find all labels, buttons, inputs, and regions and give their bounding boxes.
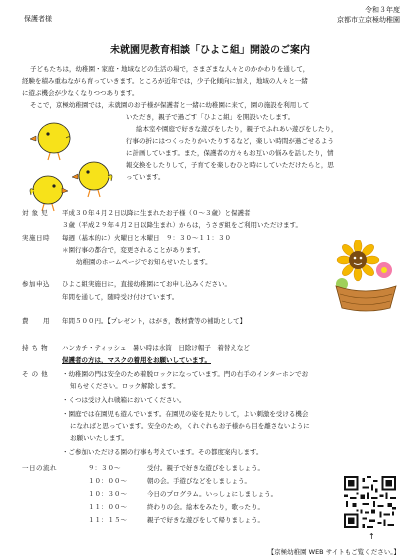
intro-line: 子どもたちは，幼稚園・家庭・地域などの生活の場で，さまざまな人々とのかかわりを通して， <box>30 65 310 73</box>
qr-code-icon[interactable] <box>344 476 396 528</box>
apply-line: 年間を通して，随時受け付けています。 <box>62 293 179 301</box>
intro-line: 行事の折にはつくったりかいたりするなど，楽しい時間が過ごせるよう <box>126 137 334 145</box>
chick-icon <box>30 176 68 211</box>
other-line: になればと思っています。安全のため，くれぐれもお子様から目を離さないように <box>70 422 310 430</box>
basket-icon <box>336 286 396 311</box>
schedule-time: １０：００～ <box>88 477 127 485</box>
schedule-time: １１：００～ <box>88 503 127 511</box>
fee-label: 費 用 <box>22 317 50 325</box>
schedule-time: １１：１５～ <box>88 516 127 524</box>
intro-line: に計画しています。また，保護者の方々もお互いの悩みを話したり，情 <box>126 149 334 157</box>
apply-label: 参加申込 <box>22 280 50 288</box>
other-line: ・ご参加いただける園の行事も考えています。その都度案内します。 <box>62 448 263 456</box>
fee-line: 年間５００円。【プレゼント，はがき，教材費等の補助として】 <box>62 317 247 325</box>
website-note: 【京極幼稚園 WEB サイトもご覧ください。】 <box>267 548 400 556</box>
chicks-illustration <box>22 112 122 216</box>
items-line: ハンカチ・ティッシュ 暑い時は水筒 日除け帽子 着替えなど <box>62 344 250 352</box>
other-line: 知らせください。ロック解除します。 <box>70 382 180 390</box>
fiscal-year: 令和３年度 <box>365 6 400 14</box>
items-mask-notice: 保護者の方は，マスクの着用をお願いしています。 <box>62 356 211 364</box>
apply-line: ひよこ組実施日に，直接幼稚園にてお申し込みください。 <box>62 280 231 288</box>
intro-line: に遊ぶ機会が少なくなりつつあります。 <box>22 89 139 97</box>
dates-line: 幼稚園のホームページでお知らせいたします。 <box>76 258 212 266</box>
dates-line: 毎週（基本的に）火曜日と木曜日 ９：３０～１１：３０ <box>62 234 231 242</box>
intro-line: そこで，京極幼稚園では，未就園のお子様が保護者と一緒に幼稚園に来て，園の施設を利用して <box>30 101 310 109</box>
sunflower-basket-illustration <box>330 240 402 314</box>
sunflower-icon <box>337 240 379 281</box>
other-label: そ の 他 <box>22 370 49 378</box>
schedule-desc: 朝の会。手遊びなどをしましょう。 <box>147 477 251 485</box>
recipient: 保護者様 <box>24 15 52 23</box>
intro-line: 報交換をしたりして，子育てを楽しむひと時にしていただけたらと，思 <box>126 161 334 169</box>
page-title: 未就園児教育相談「ひよこ組」開設のご案内 <box>110 45 310 56</box>
intro-line: っています。 <box>126 173 165 181</box>
header-right <box>337 5 400 25</box>
target-label: 対 象 児 <box>22 209 49 217</box>
arrow-up-icon: ↑ <box>368 532 375 541</box>
dates-line: ＊園行事の都合で，変更されることがあります。 <box>62 246 205 254</box>
chick-icon <box>30 123 70 160</box>
schedule-desc: 受付。親子で好きな遊びをしましょう。 <box>147 464 264 472</box>
chick-icon <box>72 162 112 197</box>
target-line: 平成３０年４月２日以降に生まれたお子様（０～３歳）と保護者 <box>62 209 251 217</box>
dates-label: 実施日時 <box>22 234 50 242</box>
schedule-time: ９：３０～ <box>88 464 121 472</box>
schedule-desc: 終わりの会。絵本をみたり，歌ったり。 <box>147 503 264 511</box>
intro-line: 絵本室や園庭で好きな遊びをしたり，親子でふれあい遊びをしたり， <box>136 125 338 133</box>
intro-line: いただき，親子で過ごす「ひよこ組」を開設いたします。 <box>126 113 295 121</box>
intro-line: 経験を積み重ねながら育っていきます。ところが近年では，少子化傾向に加え，地域の人々と一緒 <box>22 77 308 85</box>
other-line: ・幼稚園の門は安全のため着脱ロックになっています。門の右手のインターホンでお <box>62 370 309 378</box>
target-line: ３歳（平成２９年４月２日以降生まれ）からは，うさぎ組をご利用いただけます。 <box>62 221 302 229</box>
other-line: ・くつは受け入れ戦箱においてください。 <box>62 396 186 404</box>
items-label: 持 ち 物 <box>22 344 49 352</box>
schedule-label: 一日の流れ <box>22 464 57 472</box>
other-line: ・園庭では在園児も遊んでいます。在園児の姿を見たりして，よい刺激を受ける機会 <box>62 410 309 418</box>
school-name: 京都市立京極幼稚園 <box>337 16 400 24</box>
schedule-desc: 親子で好きな遊びをして帰りましょう。 <box>147 516 264 524</box>
schedule-desc: 今日のプログラム。いっしょにしましょう。 <box>147 490 278 498</box>
other-line: お願いいたします。 <box>70 434 128 442</box>
schedule-time: １０：３０～ <box>88 490 127 498</box>
